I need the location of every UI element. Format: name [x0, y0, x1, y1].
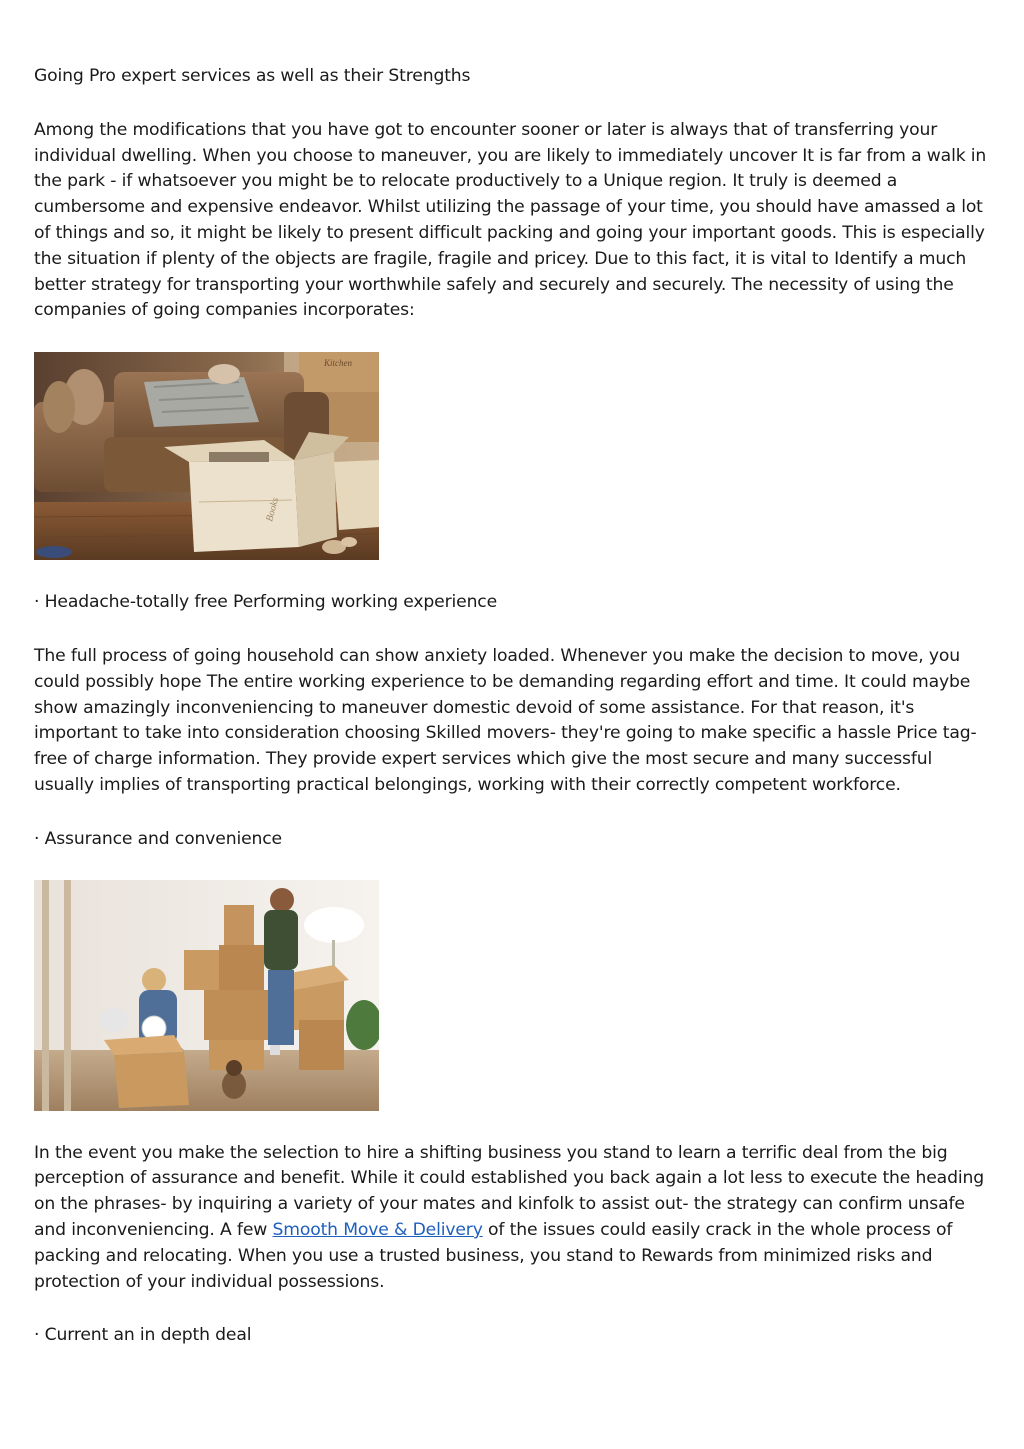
- intro-paragraph: Among the modifications that you have got to encounter sooner or later is always that of transferring your individual dwelling. When you choose to maneuver, you are likely to immediately uncover It is far from a walk in the park - if whatsoever you might be to relocate productively to a Unique region. It truly is deemed a cumbersome and expensive endeavor. Whilst utilizing the passage of your time, you should have amassed a lot of things and so, it might be likely to present difficult packing and going your important goods. This is especially the situation if plenty of the objects are fragile, fragile and pricey. Due to this fact, it is vital to Identify a much better strategy for transporting your worthwhile safely and securely and securely. The necessity of using the companies of going companies incorporates:: [34, 119, 987, 321]
- couple-unpacking-boxes-image: [34, 880, 379, 1111]
- bullet-headache-free: · Headache-totally free Performing working experience: [34, 592, 498, 613]
- paragraph-process: The full process of going household can show anxiety loaded. Whenever you make the decision to move, you could possibly hope The entire working experience to be demanding regarding effort and time. It could maybe show amazingly inconveniencing to maneuver domestic devoid of some assistance. For that reason, it's important to take into consideration choosing Skilled movers- they're going to make specific a hassle Price tag-free of charge information. They provide expert services which give the most secure and many successful usually implies of transporting practical belongings, working with their correctly competent workforce.: [34, 645, 977, 795]
- living-room-moving-box-image: [34, 352, 379, 560]
- paragraph-assurance-tail: of the issues could easily crack in the whole process of packing and relocating. When you use a trusted business, you stand to Rewards from minimized risks and protection of your individual possessions.: [34, 1219, 953, 1292]
- bullet-detailed-deal: · Current an in depth deal: [34, 1325, 252, 1346]
- kitchen-box-label: Kitchen: [324, 358, 352, 369]
- document-title: Going Pro expert services as well as their Strengths: [34, 66, 471, 86]
- paragraph-assurance: [34, 1141, 990, 1296]
- smooth-move-delivery-link[interactable]: Smooth Move & Delivery: [272, 1219, 483, 1240]
- paragraph-assurance-lead: In the event you make the selection to hire a shifting business you stand to learn a terrific deal from the big perception of assurance and benefit. While it could established you back again a lot less to execute the heading on the phrases- by inquiring a variety of your mates and kinfolk to assist out- the strategy can confirm unsafe and inconveniencing. A few: [34, 1142, 984, 1240]
- document-body: [34, 64, 990, 1349]
- books-box-label: Books: [264, 496, 282, 523]
- bullet-assurance: · Assurance and convenience: [34, 828, 282, 849]
